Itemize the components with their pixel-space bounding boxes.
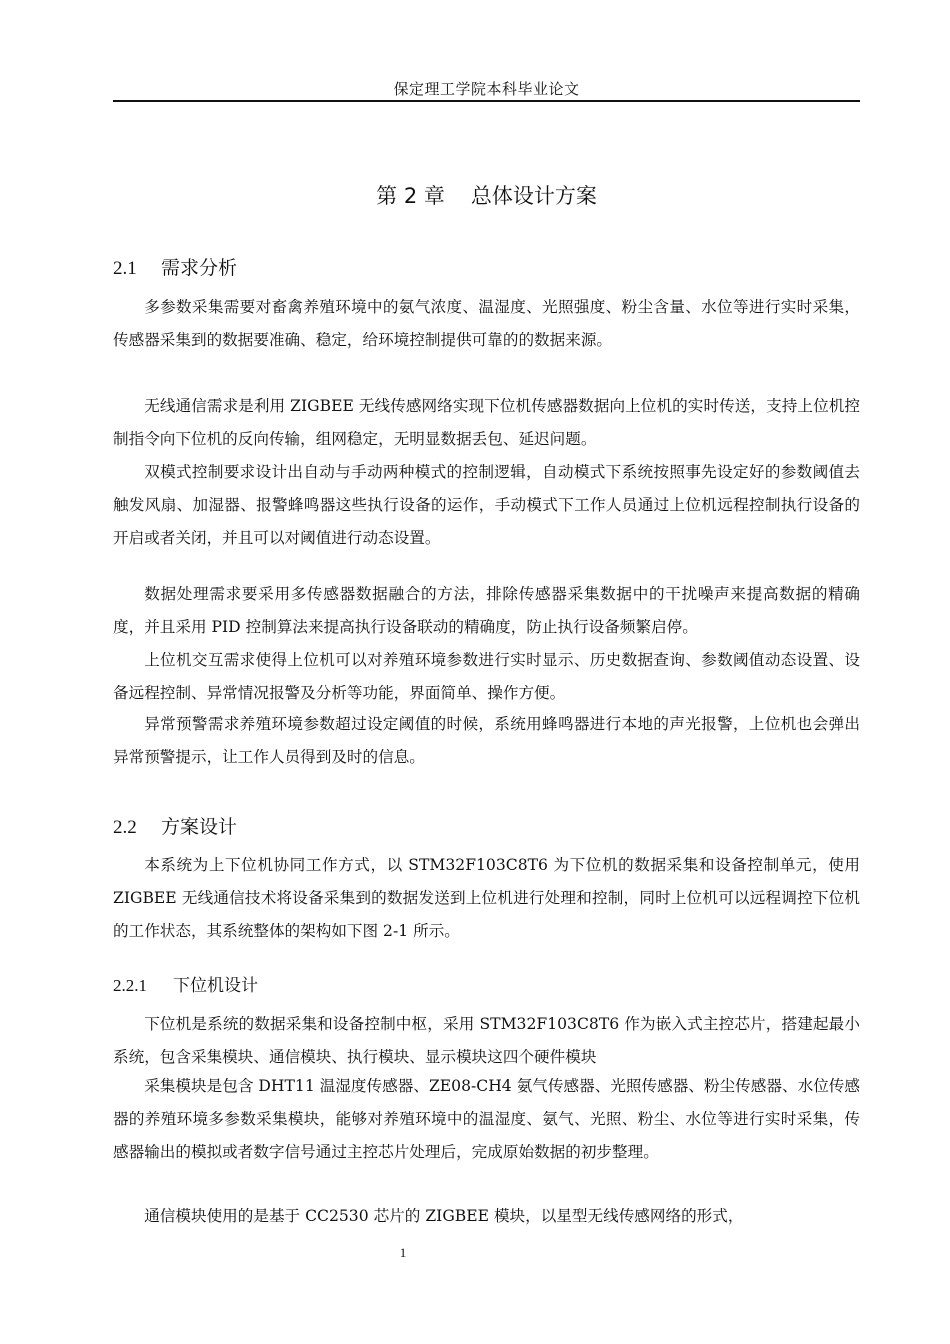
section-number: 2.1 [113, 258, 137, 279]
chapter-title [113, 180, 860, 210]
section-title: 方案设计 [161, 816, 238, 838]
chapter-number: 第 2 章 [376, 184, 445, 208]
page-number: 1 [399, 1245, 407, 1260]
paragraph: 数据处理需求要采用多传感器数据融合的方法，排除传感器采集数据中的干扰噪声来提高数据的精确度，并且采用 PID 控制算法来提高执行设备联动的精确度，防止执行设备频繁启停。 [113, 585, 860, 636]
section-number: 2.2.1 [113, 976, 147, 995]
paragraph: 上位机交互需求使得上位机可以对养殖环境参数进行实时显示、历史数据查询、参数阈值动态设置、设备远程控制、异常情况报警及分析等功能，界面简单、操作方便。 [113, 651, 860, 702]
header-rule [113, 100, 860, 102]
paragraph: 异常预警需求养殖环境参数超过设定阈值的时候，系统用蜂鸣器进行本地的声光报警，上位机也会弹出异常预警提示，让工作人员得到及时的信息。 [113, 715, 860, 766]
section-title: 下位机设计 [173, 976, 258, 996]
section-title: 需求分析 [161, 257, 238, 279]
section-number: 2.2 [113, 817, 137, 838]
section-heading-2-2 [113, 812, 237, 839]
paragraph: 下位机是系统的数据采集和设备控制中枢，采用 STM32F103C8T6 作为嵌入式主控芯片，搭建起最小系统，包含采集模块、通信模块、执行模块、显示模块这四个硬件模块 [113, 1015, 860, 1066]
paragraph: 无线通信需求是利用 ZIGBEE 无线传感网络实现下位机传感器数据向上位机的实时传送，支持上位机控制指令向下位机的反向传输，组网稳定，无明显数据丢包、延迟问题。 [113, 397, 860, 448]
paragraph: 多参数采集需要对畜禽养殖环境中的氨气浓度、温湿度、光照强度、粉尘含量、水位等进行实时采集，传感器采集到的数据要准确、稳定，给环境控制提供可靠的的数据来源。 [113, 298, 860, 349]
paragraph: 本系统为上下位机协同工作方式，以 STM32F103C8T6 为下位机的数据采集和设备控制单元，使用 ZIGBEE 无线通信技术将设备采集到的数据发送到上位机进行处理和控制，同时上位机可以远程调控下位机的工作状态，其系统整体的架构如下图 2-1 所示。 [113, 856, 860, 940]
page-header: 保定理工学院本科毕业论文 [393, 80, 580, 98]
section-heading-2-2-1 [113, 971, 258, 996]
section-heading-2-1 [113, 253, 237, 280]
paragraph: 采集模块是包含 DHT11 温湿度传感器、ZE08-CH4 氨气传感器、光照传感器、粉尘传感器、水位传感器的养殖环境多参数采集模块，能够对养殖环境中的温湿度、氨气、光照、粉尘、水位等进行实时采集，传感器输出的模拟或者数字信号通过主控芯片处理后，完成原始数据的初步整理。 [113, 1077, 860, 1161]
chapter-name: 总体设计方案 [470, 184, 597, 208]
paragraph: 通信模块使用的是基于 CC2530 芯片的 ZIGBEE 模块，以星型无线传感网络的形式， [144, 1207, 744, 1225]
paragraph: 双模式控制要求设计出自动与手动两种模式的控制逻辑，自动模式下系统按照事先设定好的参数阈值去触发风扇、加湿器、报警蜂鸣器这些执行设备的运作，手动模式下工作人员通过上位机远程控制执行设备的开启或者关闭，并且可以对阈值进行动态设置。 [113, 463, 860, 547]
